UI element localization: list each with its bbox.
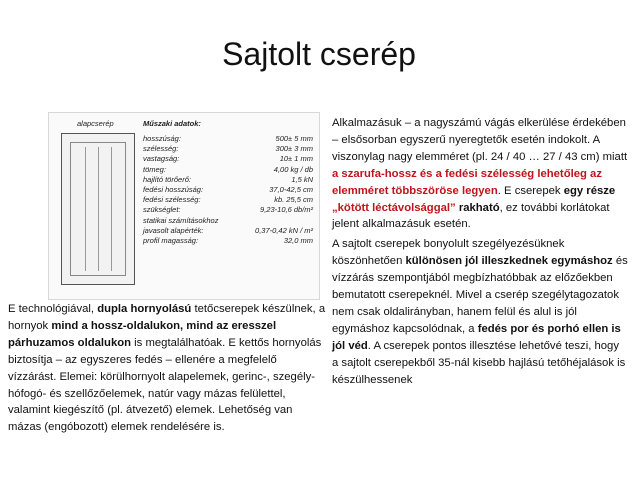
technology-description	[8, 301, 326, 436]
spec-row	[143, 195, 313, 205]
text-run: is megtalálhatóak. E kettős hornyolás biztosítja – az egyszeres fedés – ellenére a megfelelő vízzárást. Elemei: körülhornyolt alapelemek, gerinc-, szegély-hófogó- és szellőzőelemek, natúr vagy mázas felülettel, valamint kiegészítő (pl. átvezető) elemek. Lehetőség van mázas (engóbozott) elemek rendelésére is.	[8, 336, 322, 434]
spec-value: 32,0 mm	[283, 236, 313, 246]
spec-value: 1,5 kN	[291, 174, 313, 184]
spec-value: 4,00 kg / db	[273, 164, 313, 174]
bold-phrase: mind a hossz-oldalukon, mind az eresszel párhuzamos oldalukon	[8, 319, 277, 349]
spec-heading: Műszaki adatok:	[143, 119, 201, 128]
text-run: Alkalmazásuk – a nagyszámú vágás elkerülése érdekében – elsősorban egyszerű nyeregtetők esetén indokolt. A viszonylag nagy elemméret (pl. 24 / 40 … 27 / 43 cm) miatt	[332, 117, 628, 163]
spec-label: fedési szélesség:	[143, 195, 201, 205]
tile-label: alapcserép	[77, 119, 114, 128]
spec-row	[143, 216, 313, 226]
tile-inner-groove	[70, 142, 126, 276]
application-text	[332, 115, 628, 389]
bold-phrase: különösen jól illeszkednek egymáshoz	[405, 255, 613, 268]
spec-row	[143, 226, 313, 236]
spec-label: vastagság:	[143, 154, 180, 164]
application-paragraph	[332, 115, 628, 233]
tile-ridge-line	[111, 147, 112, 271]
spec-row	[143, 165, 313, 175]
text-run: . A cserepek pontos illesztése lehetővé teszi, hogy a sajtolt cserepekből 35-nál kisebb hajlású tetőhéjalások is készülhessenek	[332, 339, 626, 386]
text-run: E technológiával,	[8, 303, 98, 315]
sealing-paragraph	[332, 236, 628, 388]
spec-row	[143, 154, 313, 164]
tile-drawing	[55, 115, 147, 295]
spec-row	[143, 175, 313, 185]
tile-technical-figure	[48, 112, 320, 300]
spec-value: 0,37-0,42 kN / m²	[255, 225, 313, 235]
spec-label: javasolt alapérték:	[143, 225, 204, 235]
spec-label: tömeg:	[143, 164, 166, 174]
highlight-phrase: a szarufa-hossz és a fedési szélesség lehetőleg az elemméret többszöröse legyen	[332, 167, 602, 197]
text-run: . E cserepek	[497, 184, 564, 197]
spec-row	[143, 144, 313, 154]
spec-row	[143, 205, 313, 215]
tile-ridge-line	[85, 147, 86, 271]
slide-title: Sajtolt cserép	[222, 36, 416, 72]
text-run: , ez további korlátokat jelent alkalmazásuk esetén.	[332, 201, 610, 231]
spec-table	[143, 119, 313, 246]
bold-phrase: fedés por és porhó ellen is jól véd	[332, 322, 621, 352]
spec-value: kb. 25,5 cm	[274, 195, 313, 205]
spec-label: szélesség:	[143, 144, 179, 154]
text-run: tetőcserepek készülnek, a hornyok	[8, 303, 326, 332]
spec-value: 37,0-42,5 cm	[269, 185, 313, 195]
bold-phrase: egy része	[563, 184, 616, 197]
spec-label: hosszúság:	[143, 134, 181, 143]
spec-label: fedési hosszúság:	[143, 185, 204, 195]
highlight-phrase: „kötött léctávolsággal”	[332, 201, 456, 214]
text-run: A sajtolt cserepek bonyolult szegélyezésüknek köszönhetően	[332, 238, 565, 268]
spec-label: statikai számításokhoz	[143, 215, 219, 225]
spec-row	[143, 236, 313, 246]
bold-phrase: dupla hornyolású	[97, 303, 192, 315]
spec-value: 10± 1 mm	[279, 154, 313, 164]
spec-label: profil magasság:	[143, 236, 199, 246]
spec-label: hajlító törőerő:	[143, 174, 191, 184]
spec-row	[143, 134, 313, 144]
bold-phrase: rakható	[458, 201, 500, 214]
spec-value: 500± 5 mm	[275, 134, 313, 143]
spec-label: szükséglet:	[143, 205, 181, 215]
tile-ridge-line	[98, 147, 99, 271]
text-run: és vízzárás szempontjából megbízhatóbbak az előzőekben bemutatott cserepeknél. Mivel a cserép szegélytagozatok nem csak oldalirányban, hanem felül és alul is jól egymáshoz kapcsolódnak, a	[332, 255, 628, 335]
spec-value: 300± 3 mm	[275, 144, 313, 154]
tile-outline	[61, 133, 135, 285]
spec-row	[143, 185, 313, 195]
spec-value: 9,23-10,6 db/m²	[260, 205, 313, 215]
